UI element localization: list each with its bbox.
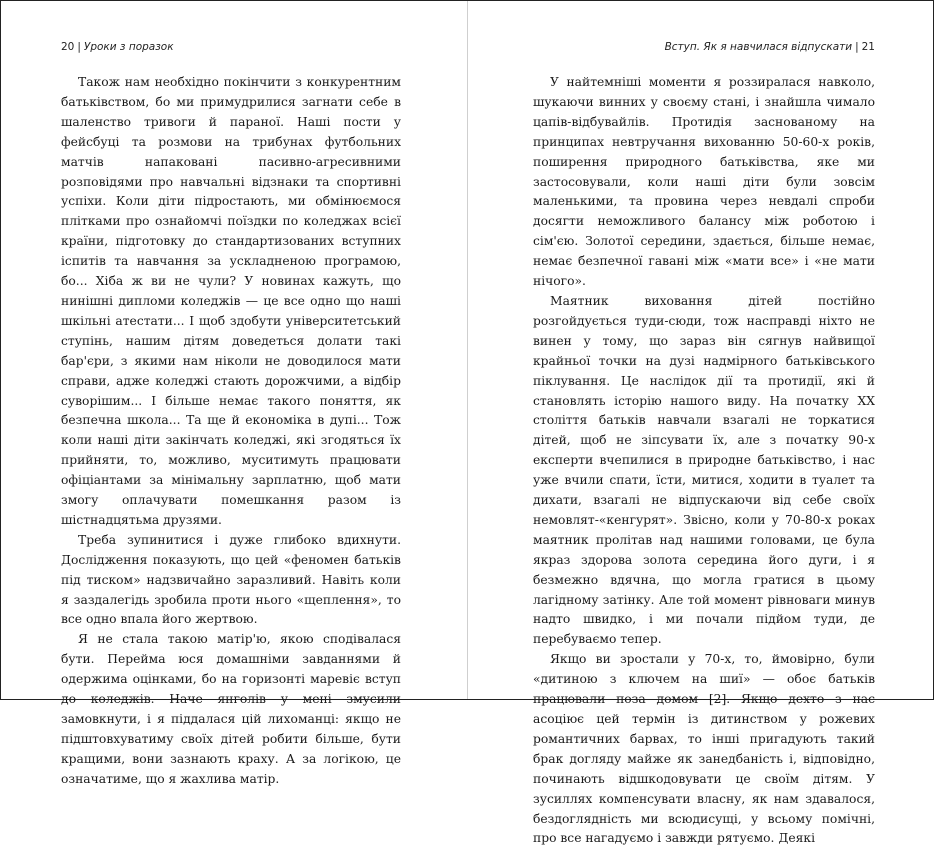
paragraph: У найтемніші моменти я роззиралася навколо, шукаючи винних у своєму стані, і знайшла чимало цапів-відбувайлів. Протидія заснованому на принципах невтручання вихованню 50-60-х років, поширення природного батьківства, яке ми застосовували, коли наші діти були зовсім маленькими, та провина через невдалі спроби досягти неможливого балансу між роботою і сім'єю. Золотої середини, здається, більше немає, немає безпечної гавані між «мати все» і «не мати нічого». (533, 75, 875, 289)
running-header-left (61, 41, 401, 53)
paragraph: Треба зупинитися і дуже глибоко вдихнути. Дослідження показують, що цей «феномен батьків під тиском» надзвичайно заразливий. Навіть коли я заздалегідь зробила проти нього «щеплення», то все одно впала його жертвою. (61, 532, 401, 627)
page-gutter (467, 1, 468, 699)
page-body (533, 73, 875, 849)
left-page (61, 1, 401, 786)
paragraph: Також нам необхідно покінчити з конкурентним батьківством, бо ми примудрилися загнати себе в шаленство тривоги й параної. Наші пости у фейсбуці та розмови на трибунах футбольних матчів напаковані пасивно-агресивними розповідями про навчальні відзнаки та спортивні успіхи. Коли діти підростають, ми обмінюємося плітками про ознайомчі поїздки по коледжах всієї країни, підготовку до стандартизованих вступних іспитів та навчання за ускладненою програмою, бо... Хіба ж ви не чули? У новинах кажуть, що нинішні дипломи коледжів — це все одно що наші шкільні атестати... І щоб здобути університетський ступінь, нашим дітям доведеться долати такі бар'єри, з якими нам ніколи не доводилося мати справи, адже коледжі стають дорожчими, а відбір суворішим... І більше немає такого поняття, як безпечна школа... Та ще й економіка в дупі... Тож коли наші діти закінчать коледжі, які згодяться їх прийняти, то, можливо, муситимуть працювати офіціантами за мінімальну зарплатню, щоб мати змогу оплачувати помешкання разом із шістнадцятьма друзями. (61, 75, 401, 527)
running-title: Вступ. Як я навчилася відпускати (664, 41, 853, 53)
page-number: 20 (61, 41, 75, 53)
header-separator: | (855, 41, 859, 53)
paragraph: Я не стала такою матір'ю, якою сподівалася бути. Перейма юся домашніми завданнями й одержима оцінками, бо на горизонті маревіє вступ до коледжів. Наче янголів у мені змусили замовкнути, і я піддалася цій лихоманці: якщо не підштовхуватиму своїх дітей робити більше, бути кращими, вони зазнають краху. А за логікою, це означатиме, що я жахлива матір. (61, 632, 401, 786)
page-body (61, 73, 401, 790)
right-page (533, 1, 875, 846)
paragraph: Маятник виховання дітей постійно розгойдується туди-сюди, тож насправді ніхто не винен у тому, що зараз він сягнув найвищої крайньої точки на дузі надмірного батьківського піклування. Це наслідок дії та протидії, які й становлять історію нашого виду. На початку XX століття батьків навчали взагалі не торкатися дітей, щоб не зіпсувати їх, але з початку 90-х експерти вчепилися в природне батьківство, і нас уже вчили спати, їсти, митися, ходити в туалет та дихати, взагалі не відпускаючи від себе своїх немовлят-«кенгурят». Звісно, коли у 70-80-х роках маятник пролітав над нашими головами, це була якраз здорова золота середина його дуги, і я безмежно вдячна, що могла гратися в цьому лагідному затінку. Але той момент рівноваги минув надто швидко, і ми почали підйом туди, де перебуваємо тепер. (533, 293, 875, 647)
running-header-right (533, 41, 875, 53)
running-title: Уроки з поразок (83, 41, 174, 53)
page-number: 21 (861, 41, 875, 53)
header-separator: | (77, 41, 81, 53)
paragraph: Якщо ви зростали у 70-х, то, ймовірно, були «дитиною з ключем на шиї» — обоє батьків працювали поза домом [2]. Якщо дехто з нас асоціює цей термін із дитинством у рожевих романтичних барвах, то інші пригадують такий брак догляду майже як занедбаність і, відповідно, починають відшкодовувати це своїм дітям. У зусиллях компенсувати власну, як нам здавалося, бездоглядність ми всюдисущі, у всьому помічні, про все нагадуємо і завжди рятуємо. Деякі (533, 652, 875, 846)
